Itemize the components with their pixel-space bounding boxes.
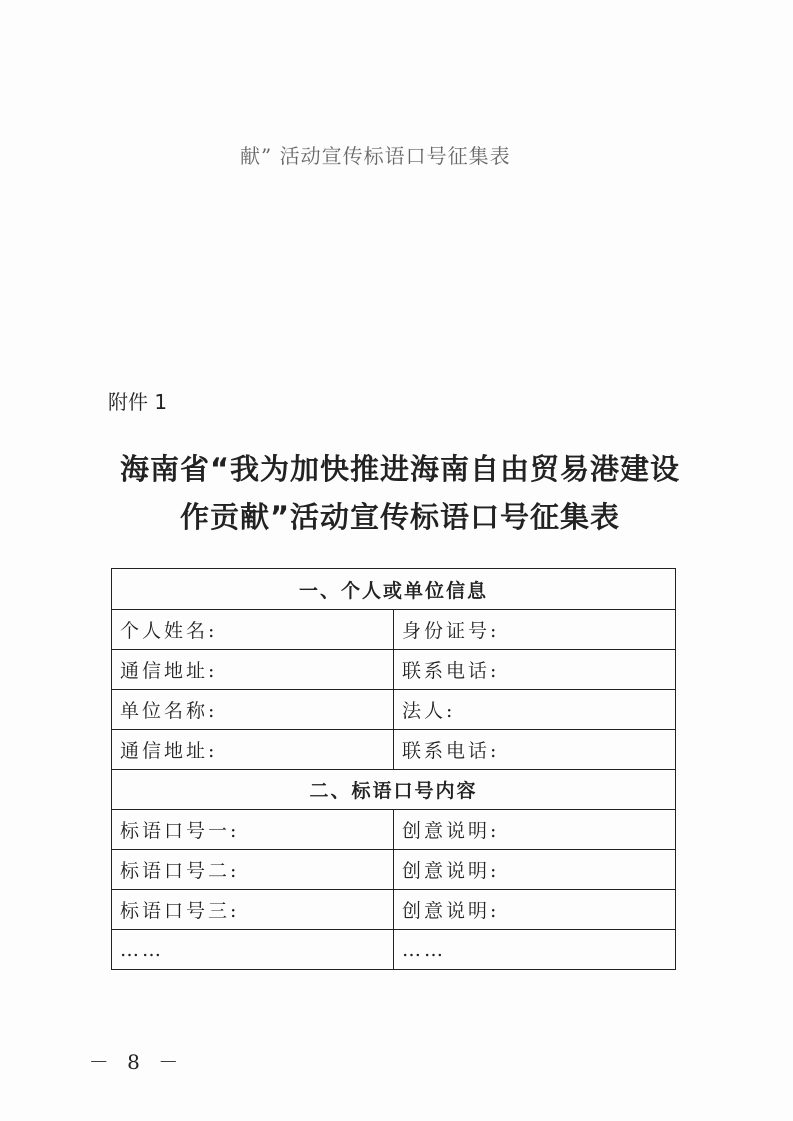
section2-heading: 二、标语口号内容: [112, 770, 676, 810]
form-row: [112, 930, 676, 970]
more-notes-field[interactable]: ……: [394, 930, 676, 970]
creative-note-3-field[interactable]: 创意说明:: [394, 890, 676, 930]
document-title-line-1: 海南省“我为加快推进海南自由贸易港建设: [119, 452, 681, 486]
slogan-collection-form: [111, 568, 676, 970]
bleed-through-text: 献” 活动宣传标语口号征集表: [240, 144, 511, 168]
form-row: [112, 730, 676, 770]
organization-phone-field[interactable]: 联系电话:: [394, 730, 676, 770]
form-row: [112, 890, 676, 930]
form-row: [112, 610, 676, 650]
id-number-field[interactable]: 身份证号:: [394, 610, 676, 650]
section-header-row: [112, 770, 676, 810]
organization-name-field[interactable]: 单位名称:: [112, 690, 394, 730]
more-slogans-field[interactable]: ……: [112, 930, 394, 970]
legal-person-field[interactable]: 法人:: [394, 690, 676, 730]
address-field[interactable]: 通信地址:: [112, 650, 394, 690]
slogan-2-field[interactable]: 标语口号二:: [112, 850, 394, 890]
slogan-1-field[interactable]: 标语口号一:: [112, 810, 394, 850]
section1-heading: 一、个人或单位信息: [112, 569, 676, 610]
section-header-row: [112, 569, 676, 610]
creative-note-2-field[interactable]: 创意说明:: [394, 850, 676, 890]
form-row: [112, 850, 676, 890]
creative-note-1-field[interactable]: 创意说明:: [394, 810, 676, 850]
attachment-label: 附件 1: [108, 390, 168, 414]
organization-address-field[interactable]: 通信地址:: [112, 730, 394, 770]
page-number: － 8 －: [88, 1050, 185, 1074]
slogan-3-field[interactable]: 标语口号三:: [112, 890, 394, 930]
form-row: [112, 690, 676, 730]
name-field[interactable]: 个人姓名:: [112, 610, 394, 650]
document-title-line-2: 作贡献”活动宣传标语口号征集表: [179, 500, 621, 534]
form-row: [112, 810, 676, 850]
phone-field[interactable]: 联系电话:: [394, 650, 676, 690]
form-row: [112, 650, 676, 690]
